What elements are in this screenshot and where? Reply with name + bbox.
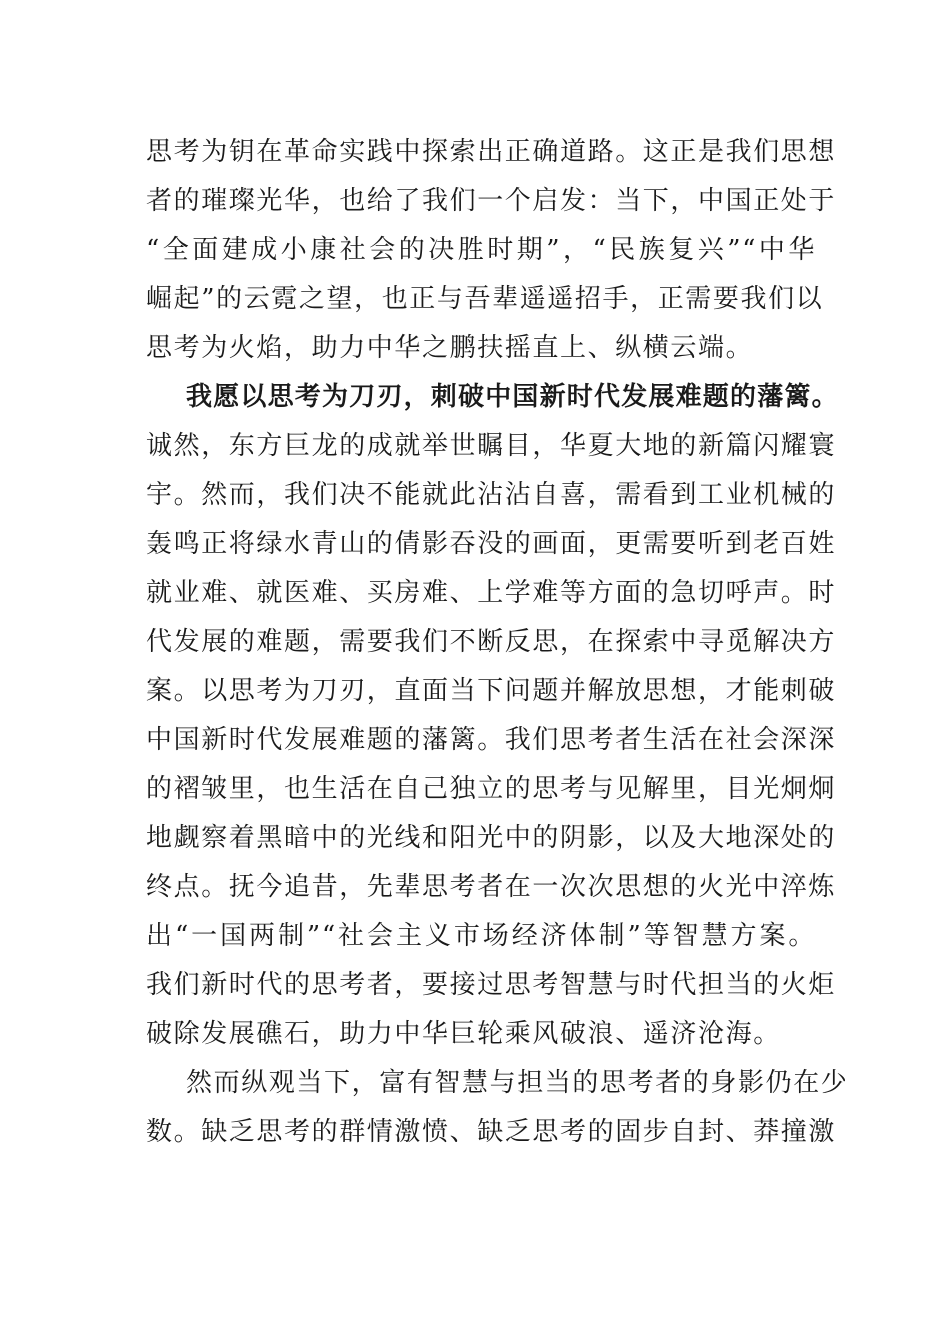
text-line-19: 破除发展礁石，助力中华巨轮乘风破浪、遥济沧海。 <box>146 1019 781 1049</box>
text-line-15: 地觑察着黑暗中的光线和阳光中的阴影，以及大地深处的 <box>146 823 837 853</box>
text-line-1: 思考为钥在革命实践中探索出正确道路。这正是我们思想 <box>146 137 837 167</box>
text-line-5: 思考为火焰，助力中华之鹏扶摇直上、纵横云端。 <box>146 333 754 363</box>
text-line-13: 中国新时代发展难题的藩篱。我们思考者生活在社会深深 <box>146 725 837 755</box>
text-line-18: 我们新时代的思考者，要接过思考智慧与时代担当的火炬 <box>146 970 837 1000</box>
text-line-8: 宇。然而，我们决不能就此沾沾自喜，需看到工业机械的 <box>146 480 837 510</box>
text-line-12: 案。以思考为刀刃，直面当下问题并解放思想，才能刺破 <box>146 676 837 706</box>
text-line-10: 就业难、就医难、买房难、上学难等方面的急切呼声。时 <box>146 578 837 608</box>
text-line-4: 崛起”的云霓之望，也正与吾辈遥遥招手，正需要我们以 <box>146 284 824 314</box>
text-line-11: 代发展的难题，需要我们不断反思，在探索中寻觅解决方 <box>146 627 837 657</box>
text-line-3: “全面建成小康社会的决胜时期”，“民族复兴”“中华 <box>146 235 816 265</box>
text-line-2: 者的璀璨光华，也给了我们一个启发：当下，中国正处于 <box>146 186 837 216</box>
essay-body <box>146 128 849 1157</box>
text-line-7: 诚然，东方巨龙的成就举世瞩目，华夏大地的新篇闪耀寰 <box>146 431 837 461</box>
text-line-17: 出“一国两制”“社会主义市场经济体制”等智慧方案。 <box>146 921 816 951</box>
text-line-20: 然而纵观当下，富有智慧与担当的思考者的身影仍在少 <box>186 1068 849 1098</box>
text-line-16: 终点。抚今追昔，先辈思考者在一次次思想的火光中淬炼 <box>146 872 837 902</box>
text-line-14: 的褶皱里，也生活在自己独立的思考与见解里，目光炯炯 <box>146 774 837 804</box>
text-line-21: 数。缺乏思考的群情激愤、缺乏思考的固步自封、莽撞激 <box>146 1117 837 1147</box>
text-line-9: 轰鸣正将绿水青山的倩影吞没的画面，更需要听到老百姓 <box>146 529 837 559</box>
paragraph-heading: 我愿以思考为刀刃，刺破中国新时代发展难题的藩篱。 <box>186 382 839 412</box>
